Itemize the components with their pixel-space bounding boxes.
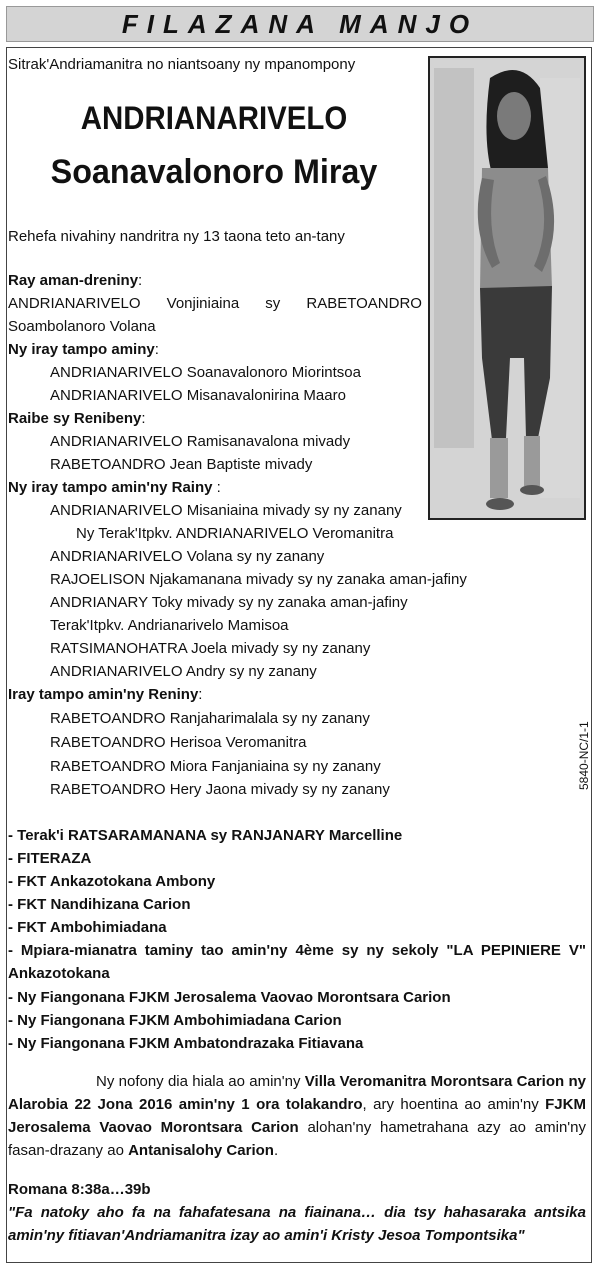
grandparents-heading: Raibe sy Renibeny [8,410,142,427]
mother-siblings-heading-line: Iray tampo amin'ny Reniny: [8,686,203,703]
intro-line: Sitrak'Andriamanitra no niantsoany ny mpanompony [8,56,356,73]
portrait-image [430,58,584,518]
organization-item: - FITERAZA [8,850,92,867]
parents-word: RABETOANDRO [306,295,422,312]
funeral-text: , ary hoentina ao amin'ny [362,1096,546,1113]
list-item: RABETOANDRO Jean Baptiste mivady [50,456,313,473]
verse-text: "Fa natoky aho fa na fahafatesana na fiainana… dia tsy hahasaraka antsika amin'ny fitiavan'Andriamanitra izay ao amin'i Kristy Jesoa Tompontsika" [8,1204,586,1244]
father-siblings-heading: Ny iray tampo amin'ny Rainy [8,479,213,496]
funeral-text: Ny nofony dia hiala ao amin'ny [96,1073,305,1090]
list-item: ANDRIANARIVELO Soanavalonoro Miorintsoa [50,364,361,381]
list-item: ANDRIANARIVELO Andry sy ny zanany [50,663,317,680]
header-title: FILAZANA MANJO [121,8,479,39]
deceased-surname: ANDRIANARIVELO [80,100,348,136]
list-item: ANDRIANARIVELO Ramisanavalona mivady [50,433,351,450]
list-item: RAJOELISON Njakamanana mivady sy ny zanaka aman-jafiny [50,571,467,588]
list-item: RABETOANDRO Miora Fanjaniaina sy ny zanany [50,758,381,775]
parents-word: Vonjiniaina [166,295,240,312]
father-siblings-heading-line: Ny iray tampo amin'ny Rainy : [8,479,221,496]
list-item: Ny Terak'Itpkv. ANDRIANARIVELO Veromanitra [76,525,394,542]
list-item: RABETOANDRO Hery Jaona mivady sy ny zanany [50,781,390,798]
parents-line-2: Soambolanoro Volana [8,318,156,335]
organization-item: - Ny Fiangonana FJKM Jerosalema Vaovao Morontsara Carion [8,989,451,1006]
organization-item: - Ny Fiangonana FJKM Ambatondrazaka Fitiavana [8,1035,364,1052]
funeral-place: Villa Veromanitra Morontsara Carion [304,1073,565,1090]
parents-heading-line: Ray aman-dreniny: [8,272,143,289]
list-item: RABETOANDRO Ranjaharimalala sy ny zanany [50,710,370,727]
funeral-text: alohan'ny hametrahana azy ao amin'ny fasan-drazany ao [8,1119,586,1159]
list-item: ANDRIANARIVELO Misaniaina mivady sy ny zanany [50,502,402,519]
funeral-date: ny Alarobia 22 Jona 2016 amin'ny 1 ora tolakandro [8,1073,586,1113]
list-item: ANDRIANARIVELO Misanavalonirina Maaro [50,387,346,404]
organization-item: - FKT Ankazotokana Ambony [8,873,216,890]
grandparents-heading-line: Raibe sy Renibeny: [8,410,146,427]
funeral-burial-place: Antanisalohy Carion [128,1142,274,1159]
organization-item: - Mpiara-mianatra taminy tao amin'ny 4ème sy ny sekoly "LA PEPINIERE V" Ankazotokana [8,942,586,982]
parents-word: ANDRIANARIVELO [8,295,141,312]
list-item: ANDRIANARIVELO Volana sy ny zanany [50,548,325,565]
mother-siblings-heading: Iray tampo amin'ny Reniny [8,686,199,703]
siblings-heading: Ny iray tampo aminy [8,341,155,358]
organization-item: - FKT Nandihizana Carion [8,896,191,913]
list-item: Terak'Itpkv. Andrianarivelo Mamisoa [50,617,289,634]
verse-reference: Romana 8:38a…39b [8,1181,151,1198]
funeral-text: . [273,1142,279,1159]
list-item: RATSIMANOHATRA Joela mivady sy ny zanany [50,640,371,657]
parents-heading: Ray aman-dreniny [8,272,139,289]
ad-code: 5840-NC/1-1 [577,721,591,790]
header-banner [6,6,594,42]
age-line: Rehefa nivahiny nandritra ny 13 taona teto an-tany [8,228,345,245]
parents-word: sy [265,295,281,312]
funeral-church: FJKM Jerosalema Vaovao Morontsara Carion [8,1096,586,1136]
list-item: ANDRIANARY Toky mivady sy ny zanaka aman-jafiny [50,594,408,611]
funeral-paragraph [8,1070,586,1162]
siblings-heading-line: Ny iray tampo aminy: [8,341,159,358]
portrait-photo [428,56,586,520]
parents-line-1 [8,292,422,315]
organization-item: - Ny Fiangonana FJKM Ambohimiadana Carion [8,1012,342,1029]
organization-item: - FKT Ambohimiadana [8,919,167,936]
list-item: RABETOANDRO Herisoa Veromanitra [50,734,307,751]
organization-item: - Terak'i RATSARAMANANA sy RANJANARY Marcelline [8,827,403,844]
deceased-given-name: Soanavalonoro Miray [50,153,378,191]
